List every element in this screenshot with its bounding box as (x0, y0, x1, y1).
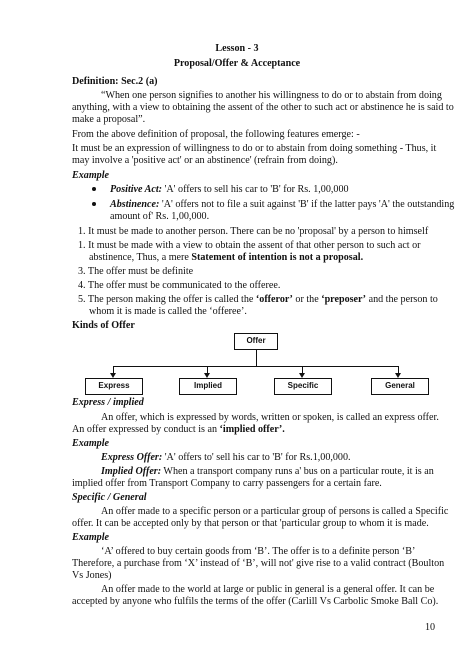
implied-example-cont: implied offer from Transport Company to carry passengers for a certain fare. (72, 478, 382, 489)
quote-line-2: anything, with a view to obtaining the assent of the other to such act or abstinence he is said to (72, 102, 454, 113)
example2-heading: Example (72, 438, 110, 449)
diagram-node-implied: Implied (179, 378, 237, 395)
numbered-text: 5. The person making the offer is called the (78, 294, 256, 305)
diagram-node-specific: Specific (274, 378, 332, 395)
kinds-heading: Kinds of Offer (72, 320, 135, 331)
diagram-connector (113, 366, 399, 367)
express-para-line-1: An offer, which is expressed by words, written or spoken, is called an express offer. (101, 412, 439, 423)
example3-line-2: Therefore, a purchase from ‘X’ instead of ‘B’, will not' give rise to a valid contract (Boulton (72, 558, 445, 569)
general-para-line-1: An offer made to the world at large or public in general is a general offer. It can be (101, 584, 435, 595)
implied-offer-term: ‘implied offer’. (219, 424, 285, 435)
bullet-text: 'A' offers to sell his car to 'B' for Rs. 1,00,000 (162, 184, 349, 195)
bullet-icon (92, 202, 96, 206)
numbered-text: and the person to (366, 294, 438, 305)
numbered-text: abstinence, Thus, a mere (89, 252, 192, 263)
express-heading: Express / implied (72, 397, 144, 408)
express-para-line-2 (72, 423, 285, 436)
bullet-text: 'A' offers not to file a suit against 'B' if the latter pays 'A' the outstanding (159, 199, 455, 210)
example-term: Implied Offer: (101, 466, 162, 477)
diagram-node-general: General (371, 378, 429, 395)
example3-line-1: ‘A’ offered to buy certain goods from ‘B’. The offer is to a definite person ‘B’ (101, 546, 416, 557)
quote-line-1: “When one person signifies to another his willingness to do or to abstain from doing (101, 90, 442, 101)
willingness-line-2: may involve a 'positive act' or an abstinence' (refrain from doing). (72, 155, 338, 166)
bullet-term: Positive Act: (110, 184, 163, 195)
numbered-item: 1. It must be made with a view to obtain the assent of that other person to such act or (78, 240, 421, 251)
example3-heading: Example (72, 532, 110, 543)
diagram-node-express: Express (85, 378, 143, 395)
features-intro: From the above definition of proposal, the following features emerge: - (72, 129, 360, 140)
numbered-item-cont (89, 251, 363, 264)
example-heading: Example (72, 170, 110, 181)
express-example (101, 451, 351, 464)
lesson-subtitle: Proposal/Offer & Acceptance (173, 58, 301, 69)
definition-heading: Definition: Sec.2 (a) (72, 76, 158, 87)
numbered-item: 4. The offer must be communicated to the offeree. (78, 280, 281, 291)
lesson-title: Lesson - 3 (215, 43, 259, 54)
example-term: Express Offer: (101, 452, 163, 463)
willingness-line-1: It must be an expression of willingness to do or to abstain from doing something - Thus, it (72, 143, 437, 154)
example3-line-3: Vs Jones) (72, 570, 112, 581)
example-text: 'A' offers to' sell his car to 'B' for Rs.1,00,000. (162, 452, 351, 463)
numbered-item: 1. It must be made to another person. There can be no 'proposal' by a person to himself (78, 226, 429, 237)
specific-para-line-1: An offer made to a specific person or a particular group of persons is called a Specific (101, 506, 449, 517)
numbered-item-cont: whom it is made is called the ‘offeree’. (89, 306, 247, 317)
offeror-term: ‘offeror’ (255, 294, 293, 305)
diagram-root-offer: Offer (234, 333, 278, 350)
example-text: When a transport company runs a' bus on a particular route, it is an (161, 466, 434, 477)
express-text: An offer expressed by conduct is an (72, 424, 220, 435)
diagram-connector (256, 350, 257, 366)
bullet-abstinence-cont: amount of' Rs. 1,00,000. (110, 211, 210, 222)
specific-para-line-2: offer. It can be accepted only by that person or that 'particular group to whom it is made. (72, 518, 429, 529)
numbered-bold: Statement of intention is not a proposal. (191, 252, 364, 263)
quote-line-3: make a proposal”. (72, 114, 146, 125)
page-number: 10 (425, 622, 436, 633)
numbered-text: or the (292, 294, 322, 305)
bullet-icon (92, 187, 96, 191)
bullet-positive-act (110, 183, 349, 196)
specific-heading: Specific / General (72, 492, 147, 503)
bullet-term: Abstinence: (110, 199, 160, 210)
general-para-line-2: accepted by anyone who fulfils the terms of the offer (Carlill Vs Carbolic Smoke Ball Co). (72, 596, 439, 607)
numbered-item: 3. The offer must be definite (78, 266, 194, 277)
preposer-term: ‘preposer’ (321, 294, 367, 305)
